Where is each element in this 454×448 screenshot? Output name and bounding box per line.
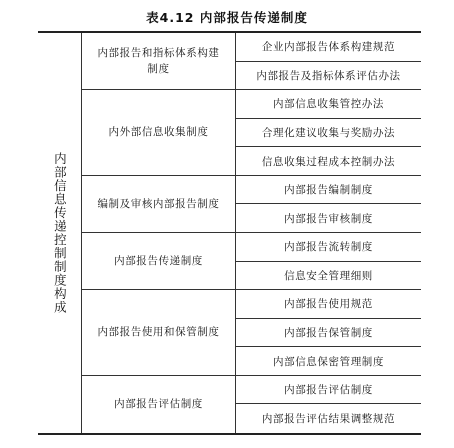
policy-group-items <box>236 90 421 175</box>
policy-item-cell: 内部报告评估制度 <box>236 376 421 405</box>
policy-group-items <box>236 376 421 433</box>
policy-group-name: 内部报告评估制度 <box>82 376 236 433</box>
root-category-label: 内部信息传递控制制度构成 <box>52 152 68 314</box>
policy-item-cell: 内部报告保管制度 <box>236 319 421 348</box>
policy-item-cell: 内部报告使用规范 <box>236 290 421 319</box>
policy-item-cell: 内部报告审核制度 <box>284 213 373 226</box>
policy-group-items <box>236 176 421 232</box>
policy-item-cell: 内部报告流转制度 <box>236 233 421 262</box>
table-body <box>82 33 421 433</box>
policy-group-name: 内部报告传递制度 <box>82 233 236 289</box>
policy-item-cell: 信息安全管理细则 <box>284 270 373 283</box>
policy-group-name: 编制及审核内部报告制度 <box>82 176 236 232</box>
policy-group-row <box>82 176 421 233</box>
policy-item-cell: 内部信息收集管控办法 <box>236 90 421 119</box>
policy-item-cell: 内部信息保密管理制度 <box>273 356 384 369</box>
policy-group-items <box>236 233 421 289</box>
policy-group-name: 内外部信息收集制度 <box>82 90 236 175</box>
policy-group-row <box>82 376 421 433</box>
policy-table <box>38 31 421 435</box>
policy-item-cell: 信息收集过程成本控制办法 <box>261 156 396 169</box>
policy-item-cell: 内部报告评估结果调整规范 <box>261 413 396 426</box>
policy-item-cell: 合理化建议收集与奖励办法 <box>236 119 421 148</box>
policy-group-row <box>82 90 421 176</box>
policy-item-cell: 内部报告编制制度 <box>236 176 421 205</box>
policy-group-row <box>82 33 421 90</box>
policy-group-row <box>82 290 421 376</box>
table-caption: 表4.12 内部报告传递制度 <box>146 10 308 25</box>
policy-group-items <box>236 33 421 89</box>
root-category-cell <box>38 33 82 433</box>
policy-item-cell: 内部报告及指标体系评估办法 <box>256 70 401 83</box>
policy-group-name: 内部报告和指标体系构建制度 <box>82 33 236 89</box>
policy-group-name: 内部报告使用和保管制度 <box>82 290 236 375</box>
policy-item-cell: 企业内部报告体系构建规范 <box>236 33 421 62</box>
policy-group-row <box>82 233 421 290</box>
policy-group-items <box>236 290 421 375</box>
